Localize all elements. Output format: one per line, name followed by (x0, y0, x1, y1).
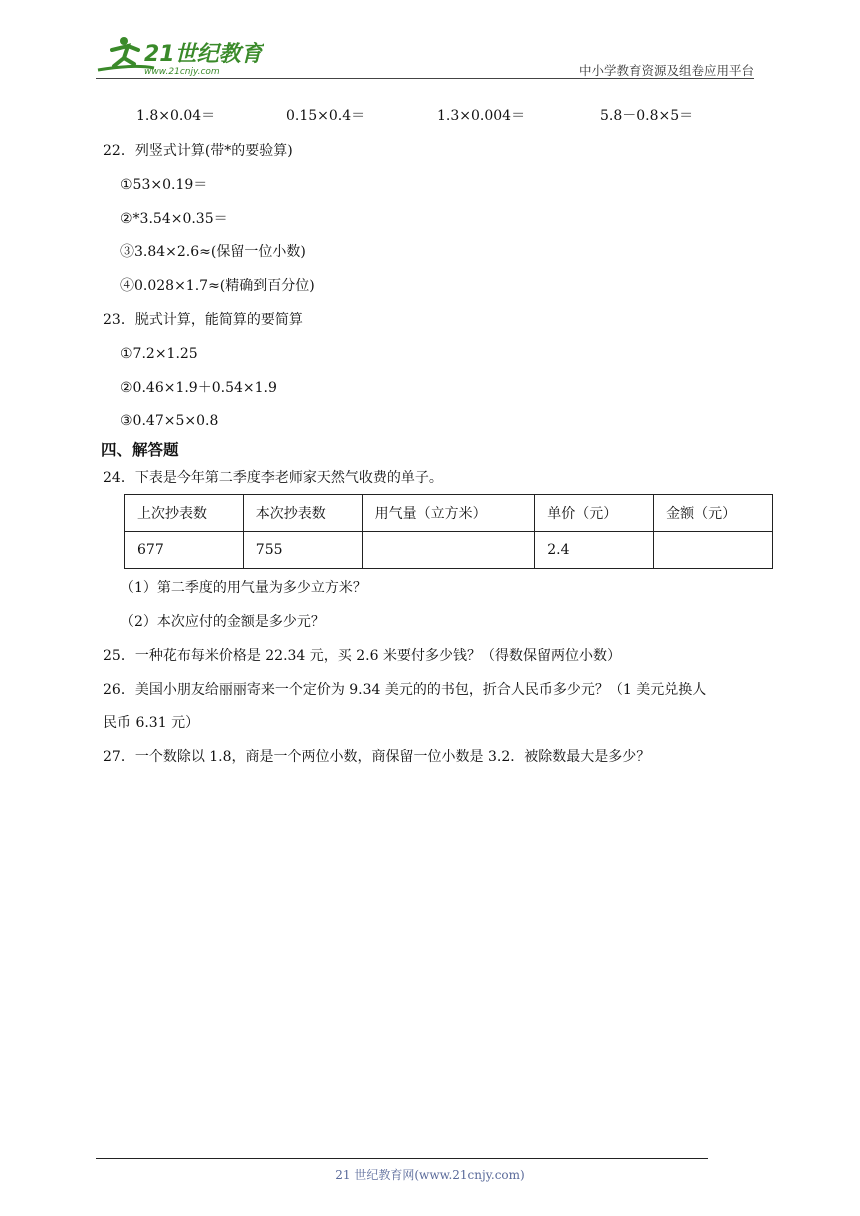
question-item: ②0.46×1.9＋0.54×1.9 (120, 380, 277, 396)
section-heading: 四、解答题 (101, 441, 179, 459)
calc-item: 5.8－0.8×5＝ (600, 108, 694, 124)
table-cell: 755 (243, 532, 362, 569)
question-22-title: 22．列竖式计算(带*的要验算) (103, 143, 293, 159)
table-row (125, 532, 773, 569)
header-divider (96, 78, 754, 79)
svg-text:www.21cnjy.com: www.21cnjy.com (144, 67, 220, 77)
question-item: （1）第二季度的用气量为多少立方米？ (120, 580, 367, 596)
question-26-line: 26．美国小朋友给丽丽寄来一个定价为 9.34 美元的的书包，折合人民币多少元？（1 美元兑换人 (103, 682, 707, 698)
question-23-title: 23．脱式计算，能简算的要简算 (103, 312, 303, 328)
footer-text: 21 世纪教育网(www.21cnjy.com) (335, 1168, 525, 1182)
table-cell (654, 532, 773, 569)
question-26-line: 民币 6.31 元） (103, 715, 200, 731)
table-cell: 677 (125, 532, 244, 569)
table-header-cell: 用气量（立方米） (362, 495, 535, 532)
table-cell (362, 532, 535, 569)
question-item: ①7.2×1.25 (120, 346, 198, 362)
site-logo (94, 34, 264, 78)
table-header-cell: 上次抄表数 (125, 495, 244, 532)
table-header-cell: 金额（元） (654, 495, 773, 532)
svg-text:21世纪教育: 21世纪教育 (144, 42, 263, 67)
calc-item: 1.3×0.004＝ (437, 108, 526, 124)
calc-item: 0.15×0.4＝ (286, 108, 366, 124)
calc-item: 1.8×0.04＝ (136, 108, 216, 124)
fee-table (124, 494, 773, 569)
header-tagline: 中小学教育资源及组卷应用平台 (578, 63, 754, 78)
question-item: ④0.028×1.7≈(精确到百分位) (120, 278, 315, 294)
footer-divider (96, 1158, 708, 1159)
question-item: ③3.84×2.6≈(保留一位小数) (120, 244, 306, 260)
question-24-title: 24．下表是今年第二季度李老师家天然气收费的单子。 (103, 470, 443, 486)
table-header-cell: 本次抄表数 (243, 495, 362, 532)
table-header-cell: 单价（元） (535, 495, 654, 532)
question-item: （2）本次应付的金额是多少元？ (120, 614, 325, 630)
question-item: ②*3.54×0.35＝ (120, 211, 228, 227)
table-header-row (125, 495, 773, 532)
question-item: ③0.47×5×0.8 (120, 413, 219, 429)
question-25: 25．一种花布每米价格是 22.34 元，买 2.6 米要付多少钱？（得数保留两位小数） (103, 648, 621, 664)
question-item: ①53×0.19＝ (120, 177, 208, 193)
table-cell: 2.4 (535, 532, 654, 569)
question-27: 27．一个数除以 1.8，商是一个两位小数，商保留一位小数是 3.2．被除数最大是多少？ (103, 749, 651, 765)
